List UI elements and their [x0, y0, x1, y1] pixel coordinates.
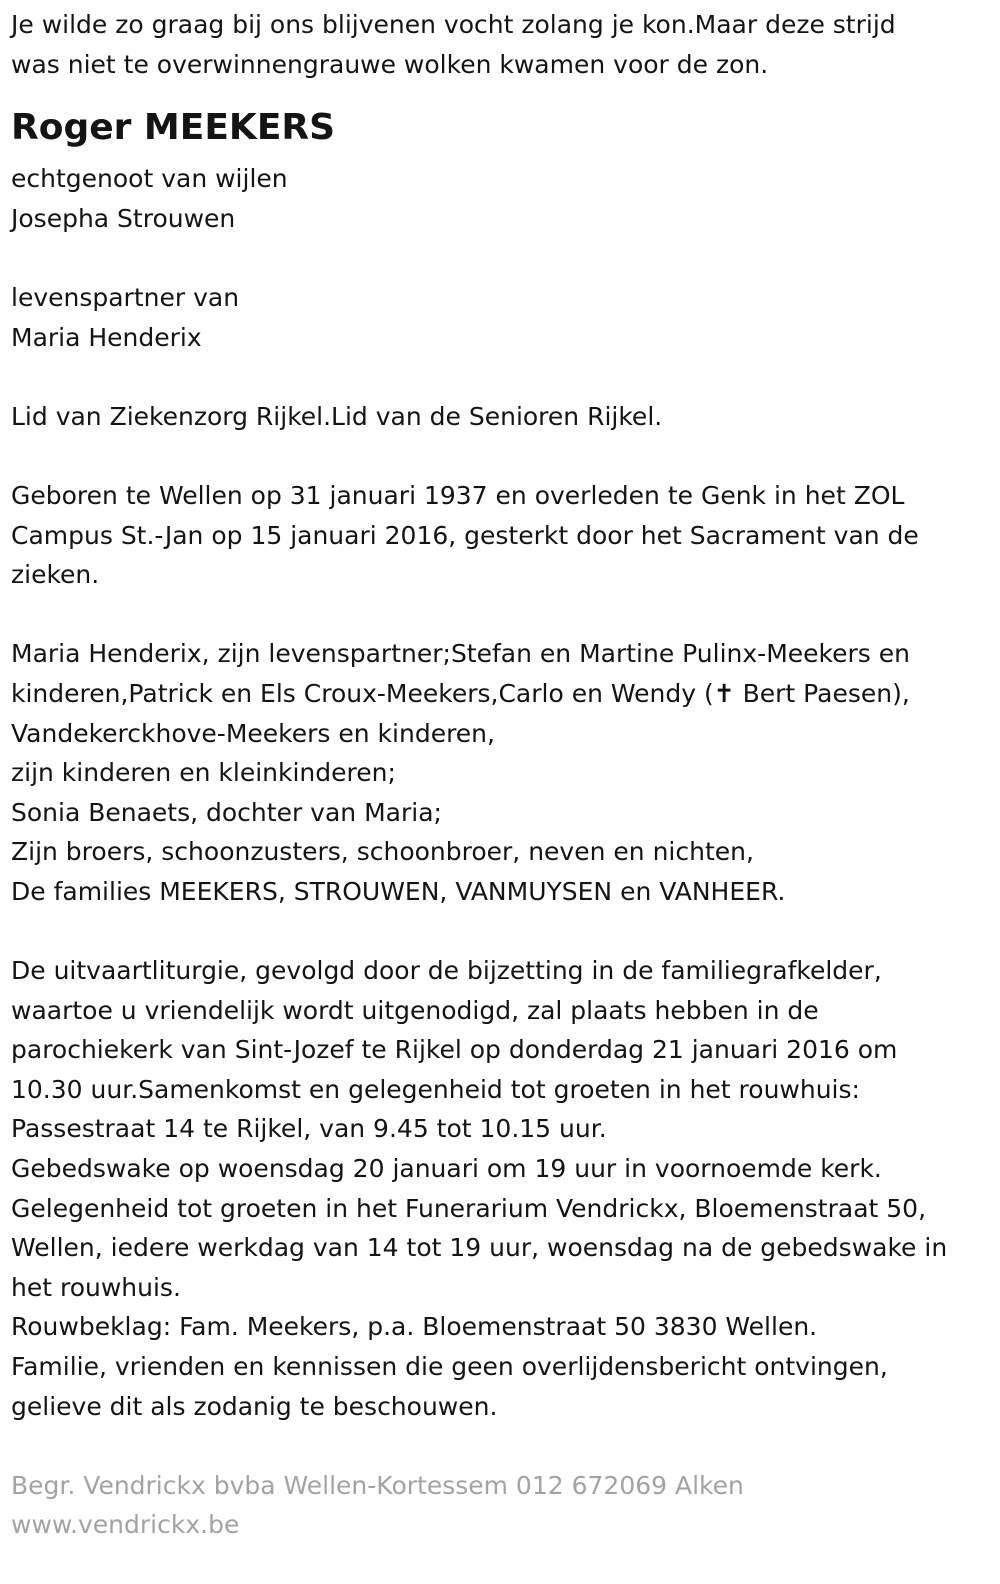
- memberships-line: Lid van Ziekenzorg Rijkel.Lid van de Senioren Rijkel.: [11, 401, 663, 431]
- family-line: Maria Henderix, zijn levenspartner;Stefan en Martine Pulinx-Meekers en: [11, 639, 910, 669]
- ceremony-line: Rouwbeklag: Fam. Meekers, p.a. Bloemenstraat 50 3830 Wellen.: [11, 1312, 818, 1342]
- partner-section: [11, 278, 990, 357]
- ceremony-line: het rouwhuis.: [11, 1272, 181, 1302]
- spacer: [11, 911, 990, 951]
- birth-death-line: zieken.: [11, 560, 100, 590]
- ceremony-line: Familie, vrienden en kennissen die geen overlijdensbericht ontvingen,: [11, 1352, 888, 1381]
- spacer: [11, 436, 990, 476]
- intro-line: Je wilde zo graag bij ons blijvenen vocht zolang je kon.Maar deze strijd: [11, 10, 896, 39]
- ceremony-line: gelieve dit als zodanig te beschouwen.: [11, 1391, 498, 1421]
- spouse-line: echtgenoot van wijlen: [11, 164, 288, 194]
- ceremony-line: parochiekerk van Sint-Jozef te Rijkel op donderdag 21 januari 2016 om: [11, 1035, 898, 1065]
- partner-line: Maria Henderix: [11, 322, 202, 352]
- ceremony-line: Wellen, iedere werkdag van 14 tot 19 uur, woensdag na de gebedswake in: [11, 1233, 948, 1263]
- birth-death-line: Campus St.-Jan op 15 januari 2016, gesterkt door het Sacrament van de: [11, 520, 919, 550]
- family-line: Sonia Benaets, dochter van Maria;: [11, 797, 442, 827]
- undertaker-website: www.vendrickx.be: [11, 1510, 240, 1540]
- ceremony-line: Gebedswake op woensdag 20 januari om 19 uur in voornoemde kerk.: [11, 1154, 882, 1184]
- family-line: Vandekerckhove-Meekers en kinderen,: [11, 718, 495, 748]
- undertaker-info: Begr. Vendrickx bvba Wellen-Kortessem 012 672069 Alken: [11, 1470, 744, 1500]
- spacer: [11, 1426, 990, 1466]
- family-line: Zijn broers, schoonzusters, schoonbroer, neven en nichten,: [11, 837, 754, 867]
- birth-death-section: [11, 476, 990, 595]
- intro-verse: [11, 5, 990, 84]
- ceremony-line: waartoe u vriendelijk wordt uitgenodigd, zal plaats hebben in de: [11, 995, 819, 1025]
- spouse-line: Josepha Strouwen: [11, 203, 236, 233]
- undertaker-footer: [11, 1466, 990, 1545]
- family-line: De families MEEKERS, STROUWEN, VANMUYSEN en VANHEER.: [11, 876, 786, 906]
- family-line: zijn kinderen en kleinkinderen;: [11, 758, 396, 788]
- partner-line: levenspartner van: [11, 282, 240, 312]
- birth-death-line: Geboren te Wellen op 31 januari 1937 en overleden te Genk in het ZOL: [11, 480, 905, 510]
- spacer: [11, 357, 990, 397]
- ceremony-line: Gelegenheid tot groeten in het Funerarium Vendrickx, Bloemenstraat 50,: [11, 1193, 927, 1223]
- intro-line: was niet te overwinnengrauwe wolken kwamen voor de zon.: [11, 49, 769, 79]
- ceremony-line: 10.30 uur.Samenkomst en gelegenheid tot groeten in het rouwhuis:: [11, 1074, 860, 1104]
- deceased-name: Roger MEEKERS: [11, 107, 336, 149]
- spacer: [11, 595, 990, 635]
- spacer: [11, 238, 990, 278]
- ceremony-line: Passestraat 14 te Rijkel, van 9.45 tot 10.15 uur.: [11, 1114, 607, 1144]
- ceremony-section: [11, 951, 990, 1426]
- family-line: kinderen,Patrick en Els Croux-Meekers,Carlo en Wendy (✝ Bert Paesen),: [11, 678, 910, 708]
- family-section: [11, 634, 990, 911]
- spouse-section: [11, 159, 990, 238]
- ceremony-line: De uitvaartliturgie, gevolgd door de bijzetting in de familiegrafkelder,: [11, 956, 882, 986]
